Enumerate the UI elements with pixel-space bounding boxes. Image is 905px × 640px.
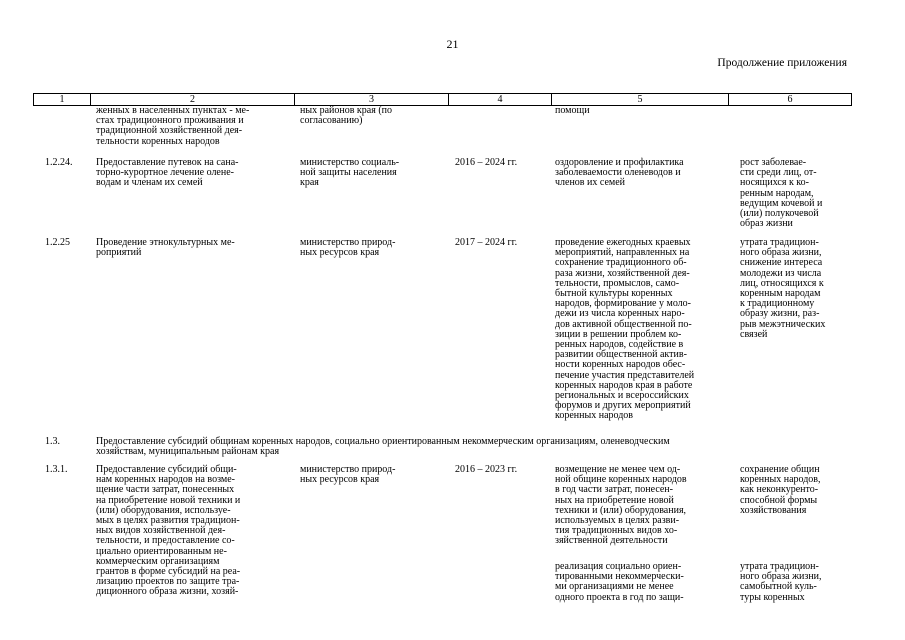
row1-consequence: рост заболевае- сти среди лиц, от- носящихся к ко- ренным народам, ведущим кочевой и (или) полукочевой образ жизни bbox=[740, 157, 823, 230]
header-col-6: 6 bbox=[787, 94, 793, 105]
row4-consequence: сохранение общин коренных народов, как неконкуренто- способной формы хозяйствования bbox=[740, 464, 821, 516]
header-col-2: 2 bbox=[91, 94, 295, 105]
row4-activity: Предоставление субсидий общи- нам коренных народов на возме- щение части затрат, понесенных на приобретение новой техники и (или) оборудования, используе- мых в целях развития традицион- ных видов хозяйственной дея- тельности, и предоставление со- циально ориентированным не- коммерческим организациям грантов в форме субсидий на реа- лизацию проектов по защите тра- диционного образа жизни, хозяй- bbox=[96, 464, 241, 598]
row2-consequence: утрата традицион- ного образа жизни, снижение интереса молодежи из числа лиц, относящихся к коренным народам к традиционному образу жизни, раз- рыв межэтнических связей bbox=[740, 237, 826, 340]
row1-number: 1.2.24. bbox=[45, 157, 73, 168]
row4-period: 2016 – 2023 гг. bbox=[455, 464, 518, 475]
row4-executor: министерство природ- ных ресурсов края bbox=[300, 464, 396, 486]
row4-result: возмещение не менее чем од- ной общине коренных народов в год части затрат, понесен- ных на приобретение новой техники и (или) оборудования, используемых в целях разви- тия традиционных видов хо- зяйственной деятельности bbox=[555, 464, 687, 547]
row2-result: проведение ежегодных краевых мероприятий, направленных на сохранение традиционного об- раза жизни, хозяйственной дея- тельности, промыслов, само- бытной культуры коренных народов, формирование у моло- дежи из числа коренных наро- дов активной общественной по- зиции в решении проблем ко- ренных народов, содействие в развитии общественной актив- ности коренных народов обес- печение участия представителей коренных народов края в работе региональных и всероссийских форумов и других мероприятий коренных народов bbox=[555, 237, 695, 422]
row4-number: 1.3.1. bbox=[45, 464, 68, 475]
row0-activity: женных в населенных пунктах - ме- стах традиционного проживания и традиционной хозяйственной дея- тельности коренных народов bbox=[96, 105, 250, 147]
row1-result: оздоровление и профилактика заболеваемости оленеводов и членов их семей bbox=[555, 157, 684, 189]
page-number: 21 bbox=[446, 37, 459, 51]
row1-period: 2016 – 2024 гг. bbox=[455, 157, 518, 168]
row4-consequence-second: утрата традицион- ного образа жизни, самобытной куль- туры коренных bbox=[740, 561, 822, 603]
row1-activity: Предоставление путевок на сана- торно-курортное лечение олене- водам и членам их семей bbox=[96, 157, 239, 189]
header-col-5: 5 bbox=[552, 94, 729, 105]
row2-activity: Проведение этнокультурных ме- роприятий bbox=[96, 237, 235, 259]
row2-number: 1.2.25 bbox=[45, 237, 70, 248]
row1-executor: министерство социаль- ной защиты населения края bbox=[300, 157, 400, 189]
row2-period: 2017 – 2024 гг. bbox=[455, 237, 518, 248]
row3-number: 1.3. bbox=[45, 436, 60, 447]
header-col-1: 1 bbox=[34, 94, 91, 105]
continuation-note: Продолжение приложения bbox=[717, 57, 847, 69]
row4-result-second: реализация социально ориен- тированными некоммерчески- ми организациями не менее одного проекта в год по защи- bbox=[555, 561, 684, 603]
row0-result: помощи bbox=[555, 105, 590, 116]
header-col-4: 4 bbox=[449, 94, 552, 105]
header-col-3: 3 bbox=[295, 94, 449, 105]
row2-executor: министерство природ- ных ресурсов края bbox=[300, 237, 396, 259]
row3-section-title: Предоставление субсидий общинам коренных народов, социально ориентированным некоммерческим организациям, оленеводческим хозяйствам, муниципальным районам края bbox=[96, 436, 670, 458]
row0-executor: ных районов края (по согласованию) bbox=[300, 105, 393, 127]
